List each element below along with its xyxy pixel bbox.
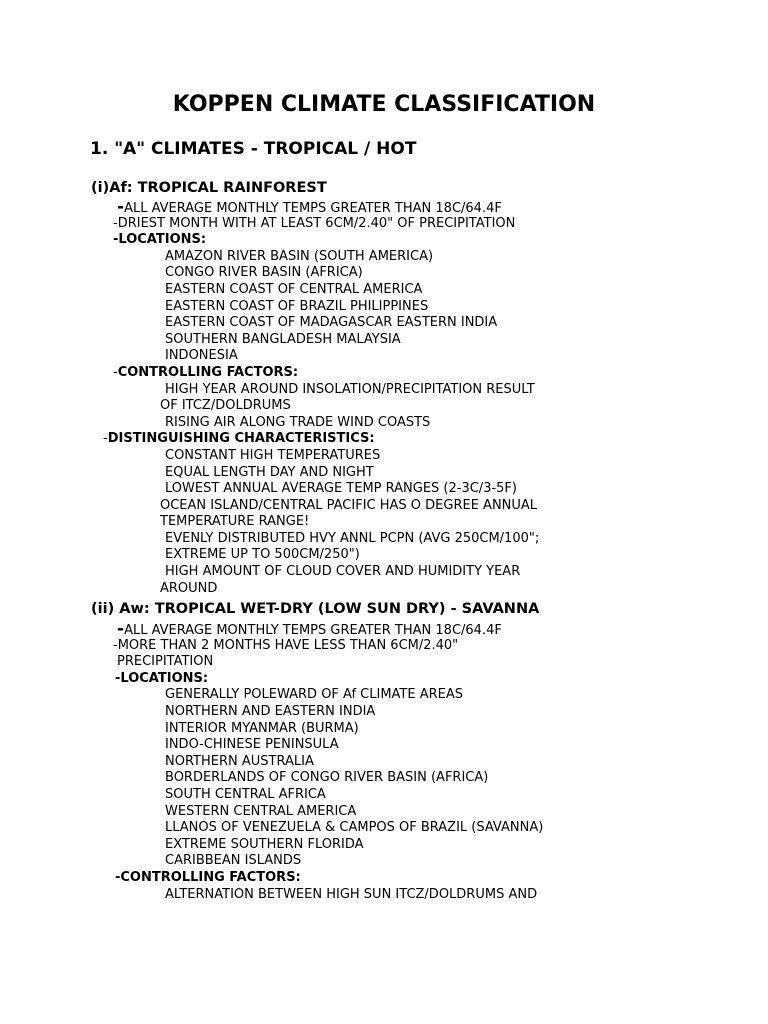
af-distinguishing-item: CONSTANT HIGH TEMPERATURES (165, 447, 381, 463)
aw-months-line: -MORE THAN 2 MONTHS HAVE LESS THAN 6CM/2.40" (113, 637, 459, 653)
af-distinguishing-item: EVENLY DISTRIBUTED HVY ANNL PCPN (AVG 250CM/100"; (165, 530, 540, 546)
aw-heading: (ii) Aw: TROPICAL WET-DRY (LOW SUN DRY) - SAVANNA (91, 601, 540, 617)
af-location-item: AMAZON RIVER BASIN (SOUTH AMERICA) (165, 248, 434, 264)
af-heading: (i)Af: TROPICAL RAINFOREST (91, 180, 327, 196)
aw-location-item: NORTHERN AUSTRALIA (165, 753, 314, 769)
af-distinguishing-item: AROUND (160, 580, 218, 596)
aw-location-item: NORTHERN AND EASTERN INDIA (165, 703, 376, 719)
aw-section (0, 619, 544, 903)
af-controlling-label: -CONTROLLING FACTORS: (113, 364, 299, 380)
aw-location-item: WESTERN CENTRAL AMERICA (165, 803, 357, 819)
af-distinguishing-item: LOWEST ANNUAL AVERAGE TEMP RANGES (2-3C/3-5F) (165, 481, 517, 497)
aw-controlling-item: ALTERNATION BETWEEN HIGH SUN ITCZ/DOLDRUMS AND (165, 886, 538, 902)
aw-controlling-label: -CONTROLLING FACTORS: (115, 869, 301, 885)
af-locations-label: -LOCATIONS: (113, 232, 207, 248)
aw-temps-line: -ALL AVERAGE MONTHLY TEMPS GREATER THAN 18C/64.4F (117, 619, 502, 639)
af-distinguishing-item: EXTREME UP TO 500CM/250") (165, 547, 360, 563)
af-location-item: INDONESIA (165, 348, 238, 364)
aw-location-item: INTERIOR MYANMAR (BURMA) (165, 720, 359, 736)
af-location-item: SOUTHERN BANGLADESH MALAYSIA (165, 331, 401, 347)
aw-location-item: LLANOS OF VENEZUELA & CAMPOS OF BRAZIL (SAVANNA) (165, 820, 544, 836)
af-driest-line: -DRIEST MONTH WITH AT LEAST 6CM/2.40" OF PRECIPITATION (113, 215, 516, 231)
section-heading-a-climates: 1. "A" CLIMATES - TROPICAL / HOT (90, 139, 417, 159)
af-distinguishing-item: HIGH AMOUNT OF CLOUD COVER AND HUMIDITY YEAR (165, 564, 521, 580)
af-location-item: EASTERN COAST OF BRAZIL PHILIPPINES (165, 298, 429, 314)
aw-location-item: BORDERLANDS OF CONGO RIVER BASIN (AFRICA) (165, 770, 489, 786)
af-distinguishing-item: OCEAN ISLAND/CENTRAL PACIFIC HAS O DEGREE ANNUAL (160, 497, 538, 513)
aw-location-item: CARIBBEAN ISLANDS (165, 853, 302, 869)
af-distinguishing-item: EQUAL LENGTH DAY AND NIGHT (165, 464, 374, 480)
af-location-item: CONGO RIVER BASIN (AFRICA) (165, 265, 363, 281)
af-distinguishing-item: TEMPERATURE RANGE! (160, 514, 310, 530)
aw-location-item: INDO-CHINESE PENINSULA (165, 737, 339, 753)
af-controlling-item: RISING AIR ALONG TRADE WIND COASTS (165, 414, 431, 430)
aw-location-item: GENERALLY POLEWARD OF Af CLIMATE AREAS (165, 687, 464, 703)
af-location-item: EASTERN COAST OF MADAGASCAR EASTERN INDIA (165, 315, 498, 331)
af-section (0, 197, 540, 597)
af-controlling-item: HIGH YEAR AROUND INSOLATION/PRECIPITATION RESULT (165, 381, 535, 397)
af-location-item: EASTERN COAST OF CENTRAL AMERICA (165, 281, 423, 297)
aw-location-item: SOUTH CENTRAL AFRICA (165, 786, 326, 802)
aw-months-line-cont: PRECIPITATION (117, 654, 214, 670)
af-controlling-item: OF ITCZ/DOLDRUMS (160, 398, 291, 414)
aw-location-item: EXTREME SOUTHERN FLORIDA (165, 836, 364, 852)
document-title: KOPPEN CLIMATE CLASSIFICATION (172, 92, 596, 117)
aw-locations-label: -LOCATIONS: (115, 670, 209, 686)
af-distinguishing-label: -DISTINGUISHING CHARACTERISTICS: (103, 431, 375, 447)
af-temps-line: -ALL AVERAGE MONTHLY TEMPS GREATER THAN 18C/64.4F (117, 197, 502, 217)
